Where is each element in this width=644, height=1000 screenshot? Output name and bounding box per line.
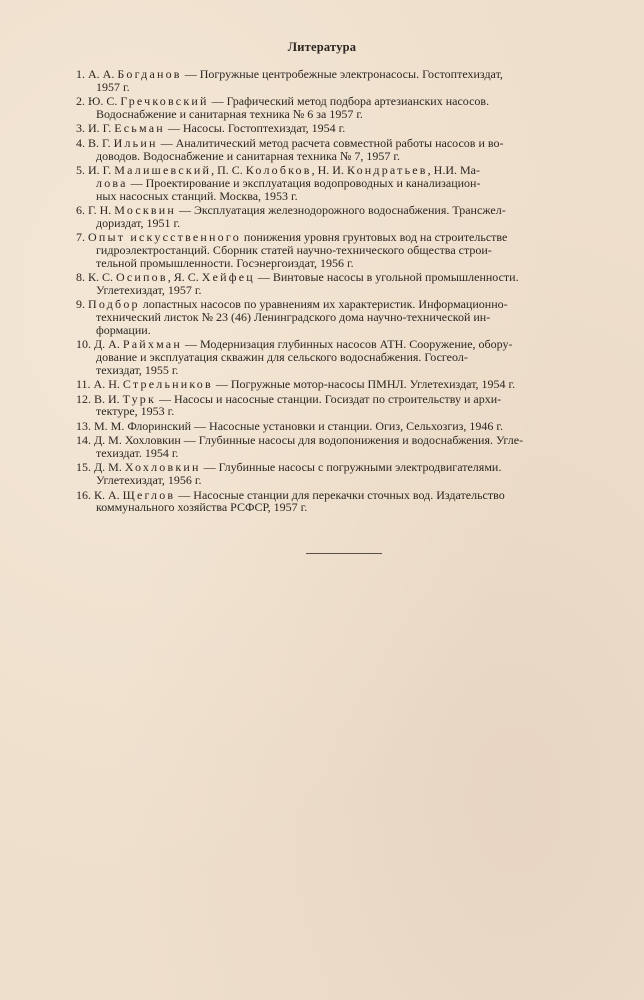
reference-line xyxy=(76,284,624,297)
reference-line xyxy=(76,122,624,135)
reference-text: гидроэлектростанций. Сборник статей научно-технического общества строи- xyxy=(96,242,492,257)
reference-text: — Винтовые насосы в угольной промышленности. xyxy=(254,270,519,285)
reference-line xyxy=(76,420,624,433)
reference-entry xyxy=(76,231,624,269)
reference-text: — Погружные центробежные электронасосы. Гостоптехиздат, xyxy=(181,67,503,81)
reference-line xyxy=(76,447,624,460)
author-name: Райхман xyxy=(122,337,182,352)
author-name: Колобков xyxy=(245,162,312,177)
reference-text: 11. А. Н. xyxy=(76,377,123,392)
reference-text: коммунального хозяйства РСФСР, 1957 г. xyxy=(96,500,308,515)
reference-text: доводов. Водоснабжение и санитарная техника № 7, 1957 г. xyxy=(96,148,400,163)
reference-text: техиздат. 1954 г. xyxy=(96,446,179,461)
reference-text: технический листок № 23 (46) Ленинградского дома научно-технической ин- xyxy=(96,310,491,325)
reference-text: — Проектирование и эксплуатация водопроводных и канализацион- xyxy=(127,175,481,190)
reference-entry xyxy=(76,204,624,230)
reference-text: 10. Д. А. xyxy=(76,337,123,352)
reference-line xyxy=(76,81,624,94)
reference-text: тектуре, 1953 г. xyxy=(96,404,175,419)
author-name: лова xyxy=(96,175,128,190)
reference-text: 8. К. С. xyxy=(76,270,117,285)
author-name: Богданов xyxy=(117,67,182,81)
author-name: Кондратьев xyxy=(346,162,428,177)
reference-text: , Н. И. xyxy=(311,162,347,177)
reference-entry xyxy=(76,434,624,460)
reference-text: — Насосы и насосные станции. Госиздат по строительству и архи- xyxy=(156,391,502,406)
reference-entry xyxy=(76,164,624,202)
reference-line xyxy=(76,68,624,81)
reference-text: 5. И. Г. xyxy=(76,162,115,177)
reference-line xyxy=(76,405,624,418)
reference-entry xyxy=(76,489,624,515)
reference-line xyxy=(76,501,624,514)
reference-text: 1957 г. xyxy=(96,79,130,94)
reference-text: — Насосные станции для перекачки сточных вод. Издательство xyxy=(175,487,505,502)
reference-text: Углетехиздат, 1956 г. xyxy=(96,473,202,488)
reference-line xyxy=(76,311,624,324)
author-name: Щеглов xyxy=(122,487,176,502)
reference-text: — Глубинные насосы с погружными электродвигателями. xyxy=(200,460,502,475)
reference-text: 4. В. Г. xyxy=(76,135,114,150)
reference-entry xyxy=(76,420,624,433)
reference-text: 16. К. А. xyxy=(76,487,123,502)
reference-text: 7. xyxy=(76,230,88,245)
reference-entry xyxy=(76,137,624,163)
reference-text: дование и эксплуатация скважин для сельского водоснабжения. Госгеол- xyxy=(96,350,468,365)
reference-line xyxy=(76,257,624,270)
bibliography-list xyxy=(76,68,624,516)
author-name: Гречковский xyxy=(120,94,209,109)
reference-text: 3. И. Г. xyxy=(76,121,115,136)
reference-entry xyxy=(76,122,624,135)
reference-text: Водоснабжение и санитарная техника № 6 за 1957 г. xyxy=(96,106,363,121)
reference-entry xyxy=(76,271,624,297)
author-name: Москвин xyxy=(114,202,176,217)
reference-entry xyxy=(76,378,624,391)
reference-text: техиздат, 1955 г. xyxy=(96,362,179,377)
reference-text: 6. Г. Н. xyxy=(76,202,115,217)
reference-text: — Погружные мотор-насосы ПМНЛ. Углетехиздат, 1954 г. xyxy=(212,377,516,392)
reference-entry xyxy=(76,68,624,94)
reference-line xyxy=(76,190,624,203)
reference-text: — Эксплуатация железнодорожного водоснабжения. Трансжел- xyxy=(176,202,506,217)
reference-text: — Насосы. Гостоптехиздат, 1954 г. xyxy=(164,121,346,136)
reference-entry xyxy=(76,338,624,376)
reference-entry xyxy=(76,298,624,336)
reference-text: Углетехиздат, 1957 г. xyxy=(96,282,202,297)
author-name: Стрельников xyxy=(122,377,213,392)
reference-text: , П. С. xyxy=(211,162,246,177)
author-name: Осипов xyxy=(116,270,168,285)
reference-line xyxy=(76,474,624,487)
reference-line xyxy=(76,217,624,230)
reference-text: тельной промышленности. Госэнергоиздат, 1956 г. xyxy=(96,255,354,270)
reference-text: понижения уровня грунтовых вод на строительстве xyxy=(240,230,508,245)
reference-text: 12. В. И. xyxy=(76,391,123,406)
author-name: Хейфец xyxy=(201,270,255,285)
reference-line xyxy=(76,150,624,163)
reference-entry xyxy=(76,393,624,419)
reference-text: 1. А. А. xyxy=(76,67,118,81)
reference-line xyxy=(76,378,624,391)
author-name: Опыт искусственного xyxy=(88,230,241,245)
reference-text: 9. xyxy=(76,297,88,312)
reference-text: , Н.И. Ма- xyxy=(427,162,480,177)
reference-text: 13. М. М. Флоринский — Насосные установки и станции. Огиз, Сельхозгиз, 1946 г. xyxy=(76,418,503,433)
author-name: Малишевский xyxy=(114,162,212,177)
reference-text: 2. Ю. С. xyxy=(76,94,121,109)
reference-entry xyxy=(76,461,624,487)
reference-entry xyxy=(76,95,624,121)
reference-text: ных насосных станций. Москва, 1953 г. xyxy=(96,188,298,203)
reference-text: лопастных насосов по уравнениям их характеристик. Информационно- xyxy=(139,297,508,312)
reference-text: — Модернизация глубинных насосов АТН. Сооружение, обору- xyxy=(181,337,513,352)
section-divider xyxy=(306,553,382,554)
reference-text: 14. Д. М. Хохловкин — Глубинные насосы для водопонижения и водоснабжения. Угле- xyxy=(76,433,524,448)
author-name: Турк xyxy=(122,391,157,406)
author-name: Хохловкин xyxy=(124,460,201,475)
reference-text: дориздат, 1951 г. xyxy=(96,215,181,230)
author-name: Есьман xyxy=(114,121,165,136)
reference-line xyxy=(76,364,624,377)
reference-text: формации. xyxy=(96,322,151,337)
reference-line xyxy=(76,324,624,337)
reference-text: 15. Д. М. xyxy=(76,460,125,475)
reference-line xyxy=(76,108,624,121)
author-name: Ильин xyxy=(113,135,158,150)
author-name: Подбор xyxy=(88,297,140,312)
reference-text: — Аналитический метод расчета совместной работы насосов и во- xyxy=(157,135,504,150)
reference-text: — Графический метод подбора артезианских насосов. xyxy=(208,94,490,109)
page-title: Литература xyxy=(287,40,357,54)
reference-text: , Я. С. xyxy=(167,270,202,285)
